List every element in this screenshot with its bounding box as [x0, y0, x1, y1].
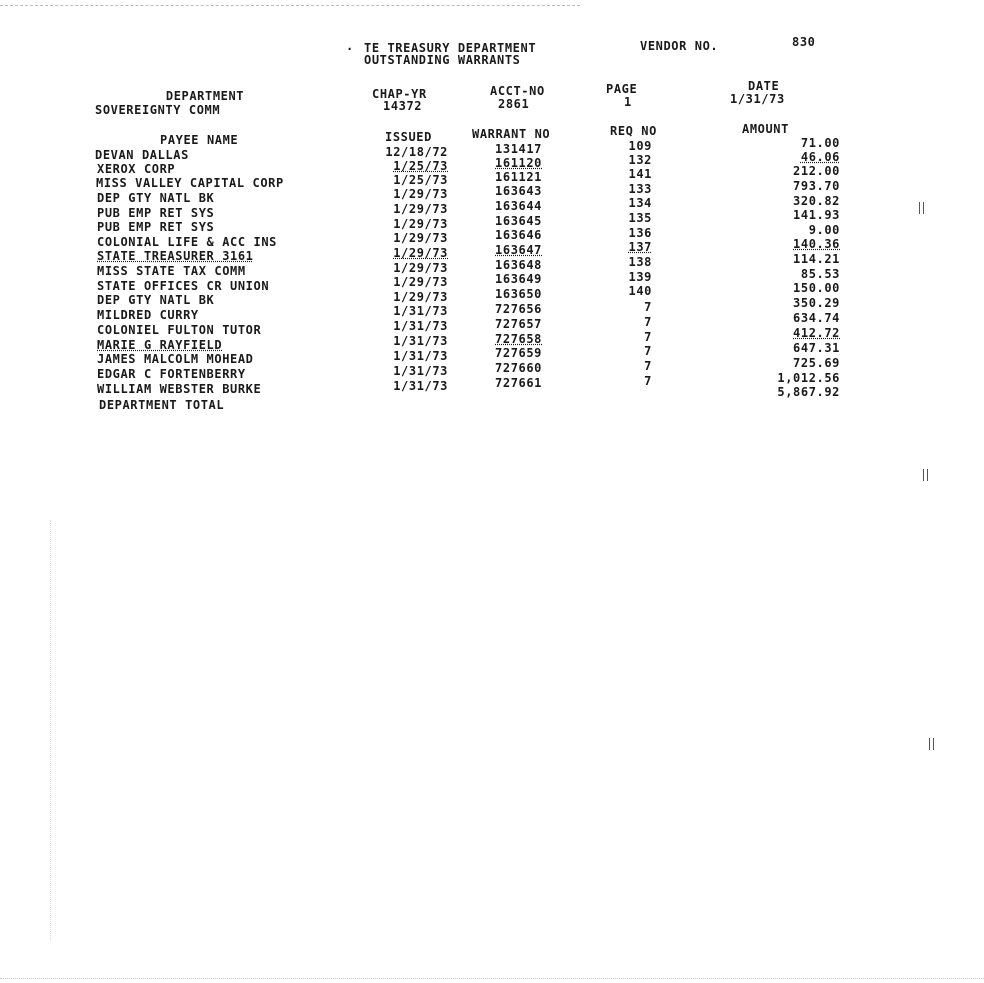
department-total-label: DEPARTMENT TOTAL: [99, 398, 225, 412]
vendor-number: 830: [792, 35, 816, 49]
table-row-payee: WILLIAM WEBSTER BURKE: [97, 382, 262, 396]
chap-yr-label: CHAP-YR: [372, 87, 427, 101]
table-row-payee: DEVAN DALLAS: [95, 148, 189, 162]
table-row-issued: 1/29/73: [393, 187, 448, 201]
page-value: 1: [624, 95, 632, 109]
table-row-issued: 1/31/73: [393, 349, 448, 363]
table-row-payee: MARIE G RAYFIELD: [97, 338, 223, 352]
table-row-payee: PUB EMP RET SYS: [97, 220, 215, 234]
table-row-payee: COLONIAL LIFE & ACC INS: [97, 235, 277, 249]
table-row-issued: 1/31/73: [393, 364, 448, 378]
table-row-issued: 12/18/72: [385, 145, 448, 159]
table-row-amount: 9.00: [808, 223, 840, 237]
chap-yr-value: 14372: [383, 99, 423, 113]
table-row-warrant: 727657: [495, 317, 542, 331]
table-row-issued: 1/29/73: [393, 202, 448, 216]
issued-header: ISSUED: [385, 130, 432, 144]
table-row-payee: XEROX CORP: [97, 162, 176, 176]
table-row-req: 141: [628, 167, 652, 181]
table-row-amount: 412.72: [793, 326, 840, 340]
req-no-header: REQ NO: [610, 124, 657, 138]
acct-no-value: 2861: [498, 97, 530, 111]
table-row-req: 133: [628, 182, 652, 196]
table-row-payee: MISS STATE TAX COMM: [97, 264, 246, 278]
table-row-warrant: 163649: [495, 272, 542, 286]
table-row-payee: STATE OFFICES CR UNION: [97, 279, 270, 293]
table-row-req: 7: [644, 359, 652, 373]
top-edge-line: [0, 5, 580, 6]
table-row-req: 7: [644, 300, 652, 314]
margin-mark: [923, 469, 928, 481]
department-total-amount: 5,867.92: [777, 385, 840, 399]
table-row-amount: 140.36: [793, 237, 840, 251]
table-row-req: 135: [628, 211, 652, 225]
tick-mark: .: [346, 39, 354, 53]
date-value: 1/31/73: [730, 92, 785, 106]
table-row-amount: 350.29: [793, 296, 840, 310]
table-row-amount: 46.06: [800, 150, 840, 164]
table-row-amount: 1,012.56: [777, 371, 840, 385]
margin-mark: [929, 738, 934, 750]
department-label: DEPARTMENT: [165, 89, 245, 103]
table-row-warrant: 161120: [495, 156, 542, 170]
table-row-warrant: 163647: [495, 243, 542, 257]
page-label: PAGE: [606, 82, 638, 96]
table-row-payee: JAMES MALCOLM MOHEAD: [97, 352, 254, 366]
table-row-req: 136: [628, 226, 652, 240]
payee-name-header: PAYEE NAME: [160, 133, 239, 147]
table-row-payee: PUB EMP RET SYS: [97, 206, 215, 220]
warrant-no-header: WARRANT NO: [472, 127, 551, 141]
table-row-amount: 725.69: [793, 356, 840, 370]
table-row-issued: 1/25/73: [393, 159, 448, 173]
table-row-req: 140: [628, 284, 652, 298]
table-row-amount: 85.53: [800, 267, 840, 281]
table-row-issued: 1/31/73: [393, 379, 448, 393]
bottom-edge-line: [0, 978, 984, 979]
table-row-amount: 71.00: [800, 136, 840, 150]
table-row-req: 132: [628, 153, 652, 167]
table-row-issued: 1/25/73: [393, 173, 448, 187]
table-row-req: 134: [628, 196, 652, 210]
acct-no-label: ACCT-NO: [490, 84, 545, 98]
report-subtitle: OUTSTANDING WARRANTS: [364, 53, 521, 67]
table-row-warrant: 163646: [495, 228, 542, 242]
table-row-amount: 793.70: [793, 179, 840, 193]
department-value: SOVEREIGNTY COMM: [95, 103, 221, 117]
table-row-req: 7: [644, 315, 652, 329]
table-row-issued: 1/31/73: [393, 319, 448, 333]
table-row-warrant: 727659: [495, 346, 542, 360]
table-row-warrant: 161121: [495, 170, 542, 184]
table-row-warrant: 163645: [495, 214, 542, 228]
table-row-warrant: 163648: [495, 258, 542, 272]
table-row-issued: 1/31/73: [393, 334, 448, 348]
table-row-req: 7: [644, 344, 652, 358]
date-label: DATE: [748, 79, 780, 93]
table-row-req: 139: [628, 270, 652, 284]
table-row-warrant: 727660: [495, 361, 542, 375]
table-row-payee: COLONIEL FULTON TUTOR: [97, 323, 262, 337]
table-row-warrant: 727656: [495, 302, 542, 316]
table-row-amount: 212.00: [793, 164, 840, 178]
table-row-issued: 1/29/73: [393, 231, 448, 245]
margin-mark: [919, 202, 924, 214]
table-row-issued: 1/29/73: [393, 246, 448, 260]
table-row-warrant: 131417: [495, 142, 542, 156]
table-row-issued: 1/29/73: [393, 217, 448, 231]
table-row-issued: 1/29/73: [393, 261, 448, 275]
table-row-amount: 634.74: [793, 311, 840, 325]
table-row-payee: DEP GTY NATL BK: [97, 191, 215, 205]
table-row-amount: 320.82: [793, 194, 840, 208]
table-row-warrant: 163644: [495, 199, 542, 213]
table-row-req: 7: [644, 374, 652, 388]
table-row-issued: 1/31/73: [393, 304, 448, 318]
table-row-issued: 1/29/73: [393, 290, 448, 304]
table-row-amount: 114.21: [793, 252, 840, 266]
table-row-payee: EDGAR C FORTENBERRY: [97, 367, 246, 381]
table-row-req: 109: [628, 139, 652, 153]
left-edge-line: [50, 520, 51, 940]
table-row-amount: 150.00: [793, 281, 840, 295]
table-row-amount: 647.31: [793, 341, 840, 355]
table-row-payee: STATE TREASURER 3161: [97, 249, 254, 263]
table-row-warrant: 727661: [495, 376, 542, 390]
table-row-warrant: 163650: [495, 287, 542, 301]
report-title: TE TREASURY DEPARTMENT: [364, 41, 537, 55]
vendor-label: VENDOR NO.: [640, 39, 719, 53]
table-row-req: 138: [628, 255, 652, 269]
table-row-warrant: 727658: [495, 332, 542, 346]
table-row-warrant: 163643: [495, 184, 542, 198]
table-row-amount: 141.93: [793, 208, 840, 222]
table-row-req: 137: [628, 240, 652, 254]
table-row-payee: MILDRED CURRY: [97, 308, 199, 322]
table-row-payee: DEP GTY NATL BK: [97, 293, 215, 307]
table-row-payee: MISS VALLEY CAPITAL CORP: [96, 176, 284, 190]
amount-header: AMOUNT: [742, 122, 789, 136]
table-row-req: 7: [644, 330, 652, 344]
table-row-issued: 1/29/73: [393, 275, 448, 289]
